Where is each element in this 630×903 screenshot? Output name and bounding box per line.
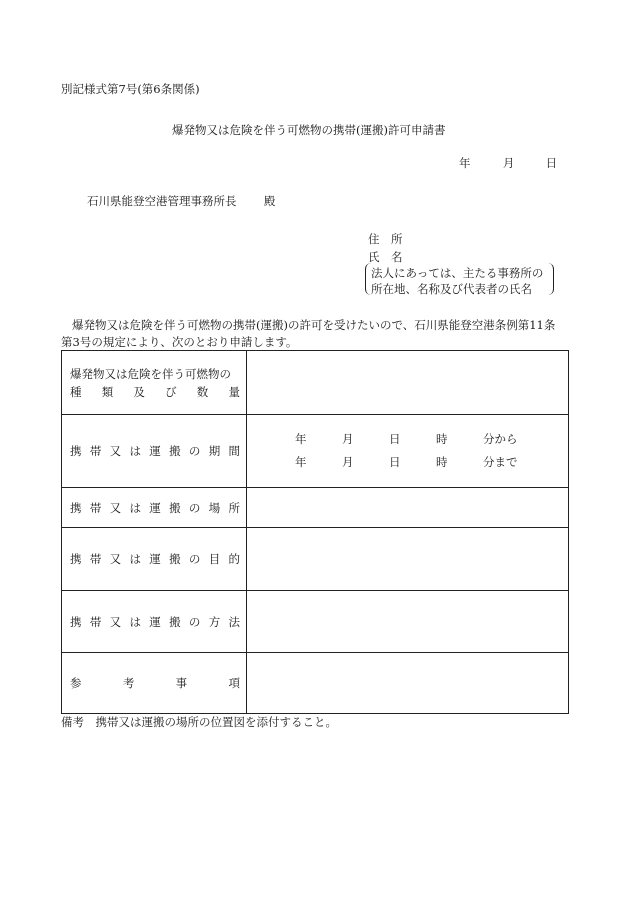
label-char: 帯 [89, 444, 102, 458]
period-day-label: 日 [389, 455, 401, 469]
application-table [61, 350, 569, 714]
label-char: 考 [122, 676, 135, 690]
label-char: 帯 [89, 552, 102, 566]
label-char: 携 [70, 552, 82, 566]
purpose-label [62, 528, 247, 591]
label-char: 量 [228, 384, 240, 399]
period-hour-label: 時 [436, 431, 448, 446]
label-char: 間 [228, 444, 240, 458]
honorific: 殿 [263, 194, 276, 208]
kind-value-field[interactable] [247, 351, 569, 415]
label-char: 方 [208, 614, 221, 629]
period-month-label: 月 [342, 455, 354, 469]
table-row-place [62, 488, 569, 528]
name-label: 氏 名 [368, 250, 403, 264]
label-char: 種 [70, 384, 82, 399]
label-char: 搬 [169, 444, 181, 458]
label-char: 項 [228, 676, 240, 690]
date-year-label: 年 [459, 156, 471, 170]
addressee [87, 193, 275, 209]
label-char: び [165, 384, 177, 399]
label-char: は [129, 444, 141, 458]
label-char: 搬 [169, 500, 181, 515]
purpose-value-field[interactable] [247, 528, 569, 591]
corporate-note-line1: 法人にあっては、主たる事務所の [371, 266, 544, 280]
date-month-label: 月 [502, 156, 515, 170]
method-label [62, 591, 247, 653]
place-value-field[interactable] [247, 488, 569, 528]
document-title: 爆発物又は危険を伴う可燃物の携帯(運搬)許可申請書 [172, 123, 446, 137]
label-char: 法 [228, 614, 240, 629]
kind-label-line1: 爆発物又は危険を伴う可燃物の [70, 366, 231, 381]
label-char: の [188, 614, 201, 629]
address-label: 住 所 [368, 232, 403, 246]
date-line [459, 155, 557, 171]
method-value-field[interactable] [247, 591, 569, 653]
label-char: の [188, 444, 201, 458]
label-char: 類 [101, 384, 114, 399]
period-from-label: 分から [483, 431, 518, 446]
label-char: 携 [70, 500, 82, 515]
label-char: 又 [109, 552, 122, 566]
table-row-purpose [62, 528, 569, 591]
period-year-label: 年 [295, 455, 307, 469]
label-char: 携 [70, 614, 82, 629]
label-char: は [129, 552, 141, 566]
period-month-label: 月 [342, 431, 354, 446]
kind-label-line2 [70, 384, 246, 400]
date-day-label: 日 [545, 156, 558, 170]
label-char: 所 [228, 500, 240, 515]
period-value-field[interactable] [247, 415, 569, 488]
label-char: の [188, 552, 201, 566]
period-hour-label: 時 [436, 455, 448, 469]
label-char: 期 [208, 444, 221, 458]
period-year-label: 年 [295, 431, 307, 446]
addressee-name: 石川県能登空港管理事務所長 [87, 194, 237, 208]
label-char: 運 [149, 500, 161, 515]
kind-label [62, 351, 247, 415]
intro-text-line1: 爆発物又は危険を伴う可燃物の携帯(運搬)の許可を受けたいので、石川県能登空港条例第11条 [72, 318, 556, 332]
table-row-notes [62, 653, 569, 714]
corporate-note-line2: 所在地、名称及び代表者の氏名 [371, 282, 532, 296]
place-label [62, 488, 247, 528]
label-char: 帯 [89, 500, 102, 515]
label-char: 搬 [169, 552, 181, 566]
label-char: 的 [228, 552, 240, 566]
label-char: 帯 [89, 614, 102, 629]
label-char: 事 [175, 676, 188, 690]
label-char: 数 [196, 384, 209, 399]
label-char: 運 [149, 444, 161, 458]
label-char: 運 [149, 552, 161, 566]
table-row-method [62, 591, 569, 653]
label-char: 又 [109, 500, 122, 515]
remark-note: 備考 携帯又は運搬の場所の位置図を添付すること。 [61, 715, 337, 729]
label-char: 運 [149, 614, 161, 629]
label-char: 目 [208, 552, 221, 566]
intro-text-line2: 第3号の規定により、次のとおり申請します。 [61, 335, 298, 349]
period-until-label: 分まで [483, 455, 518, 469]
period-label [62, 415, 247, 488]
label-char: 場 [208, 500, 221, 515]
table-row-kind [62, 351, 569, 415]
label-char: 又 [109, 444, 122, 458]
label-char: は [129, 500, 141, 515]
table-row-period [62, 415, 569, 488]
notes-label [62, 653, 247, 714]
label-char: は [129, 614, 141, 629]
label-char: 参 [70, 676, 82, 690]
label-char: 携 [70, 444, 82, 458]
notes-value-field[interactable] [247, 653, 569, 714]
period-from-line [247, 431, 568, 446]
label-char: 又 [109, 614, 122, 629]
period-day-label: 日 [389, 431, 401, 446]
label-char: 搬 [169, 614, 181, 629]
label-char: の [188, 500, 201, 515]
label-char: 及 [133, 384, 145, 399]
period-until-line [247, 457, 568, 469]
form-reference: 別記様式第7号(第6条関係) [61, 82, 200, 96]
